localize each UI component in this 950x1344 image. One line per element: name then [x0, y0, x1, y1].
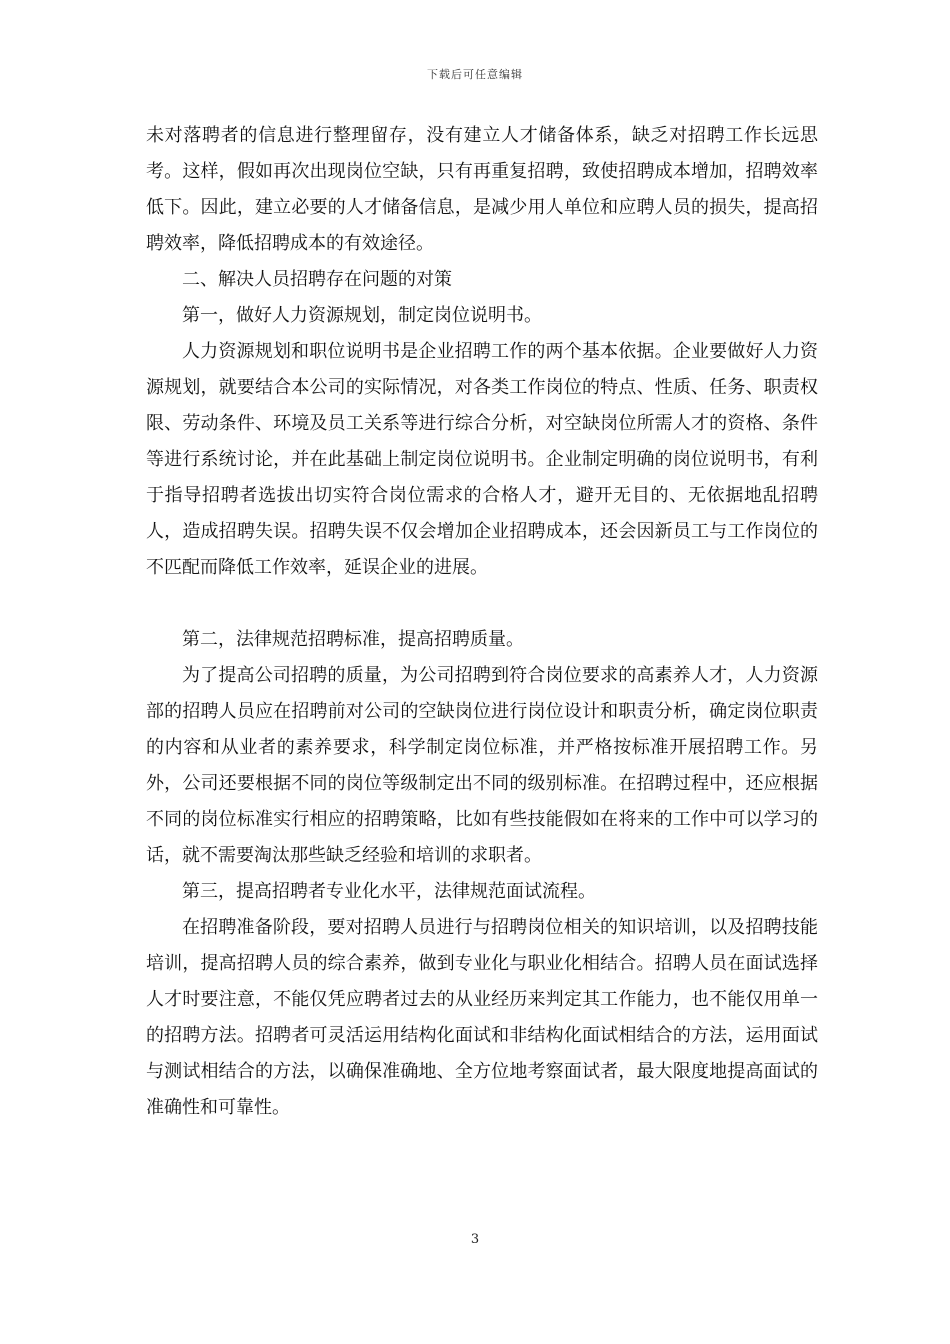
subheading-second: 第二，法律规范招聘标准，提高招聘质量。: [182, 629, 524, 650]
page-number: 3: [470, 1232, 480, 1247]
page-header: 下载后可任意编辑: [427, 68, 523, 81]
paragraph-recruit-standards: 为了提高公司招聘的质量，为公司招聘到符合岗位要求的高素养人才，人力资源部的招聘人员应在招聘前对公司的空缺岗位进行岗位设计和职责分析，确定岗位职责的内容和从业者的素养要求，科学制定岗位标准，并严格按标准开展招聘工作。另外，公司还要根据不同的岗位等级制定出不同的级别标准。在招聘过程中，还应根据不同的岗位标准实行相应的招聘策略，比如有些技能假如在将来的工作中可以学习的话，就不需要淘汰那些缺乏经验和培训的求职者。: [146, 665, 818, 866]
paragraph-interview-process: 在招聘准备阶段，要对招聘人员进行与招聘岗位相关的知识培训，以及招聘技能培训，提高招聘人员的综合素养，做到专业化与职业化相结合。招聘人员在面试选择人才时要注意，不能仅凭应聘者过去的从业经历来判定其工作能力，也不能仅用单一的招聘方法。招聘者可灵活运用结构化面试和非结构化面试相结合的方法，运用面试与测试相结合的方法，以确保准确地、全方位地考察面试者，最大限度地提高面试的准确性和可靠性。: [146, 917, 818, 1118]
paragraph-continuation: 未对落聘者的信息进行整理留存，没有建立人才储备体系，缺乏对招聘工作长远思考。这样，假如再次出现岗位空缺，只有再重复招聘，致使招聘成本增加，招聘效率低下。因此，建立必要的人才储备信息，是减少用人单位和应聘人员的损失，提高招聘效率，降低招聘成本的有效途径。: [146, 125, 818, 254]
blank-line: [146, 586, 818, 622]
paragraph-hr-planning: 人力资源规划和职位说明书是企业招聘工作的两个基本依据。企业要做好人力资源规划，就要结合本公司的实际情况，对各类工作岗位的特点、性质、任务、职责权限、劳动条件、环境及员工关系等进行综合分析，对空缺岗位所需人才的资格、条件等进行系统讨论，并在此基础上制定岗位说明书。企业制定明确的岗位说明书，有利于指导招聘者选拔出切实符合岗位需求的合格人才，避开无目的、无依据地乱招聘人，造成招聘失误。招聘失误不仅会增加企业招聘成本，还会因新员工与工作岗位的不匹配而降低工作效率，延误企业的进展。: [146, 341, 818, 578]
section-heading: 二、解决人员招聘存在问题的对策: [182, 269, 452, 290]
subheading-first: 第一，做好人力资源规划，制定岗位说明书。: [182, 305, 542, 326]
document-body: [146, 118, 818, 1126]
subheading-third: 第三，提高招聘者专业化水平，法律规范面试流程。: [182, 881, 596, 902]
